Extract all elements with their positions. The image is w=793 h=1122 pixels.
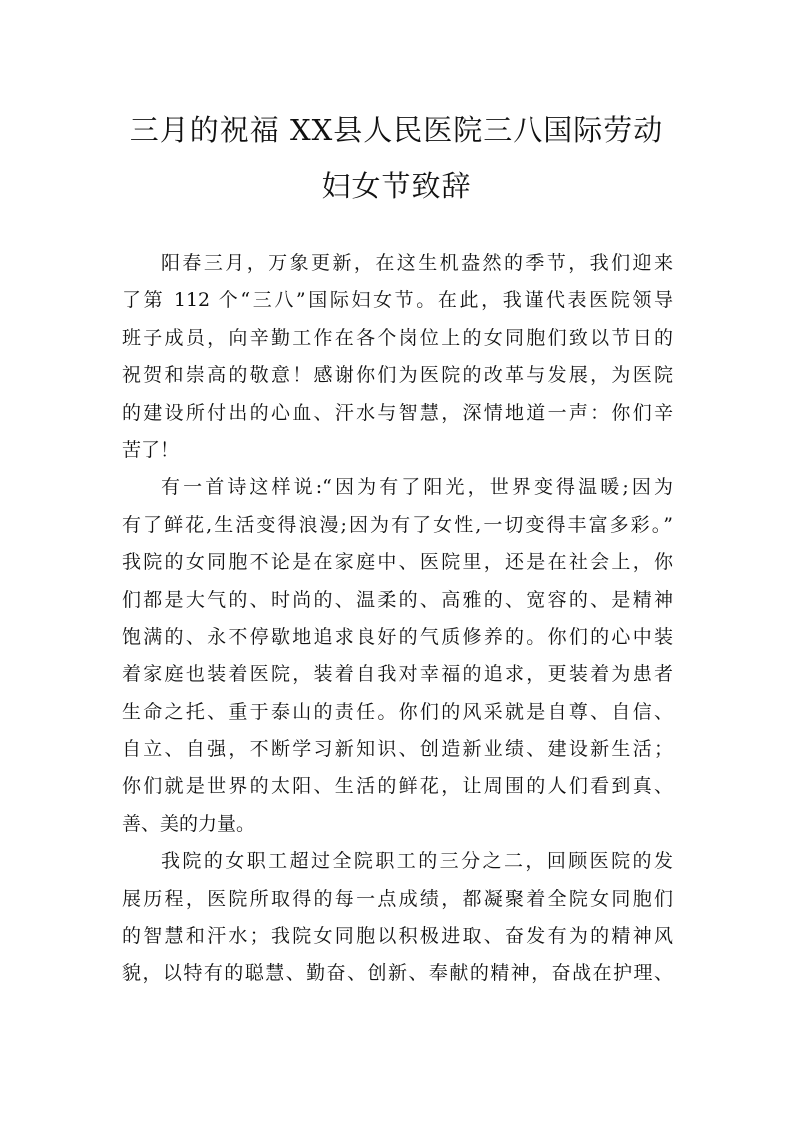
paragraph xyxy=(122,245,673,469)
text-line: 貌，以特有的聪慧、勤奋、创新、奉献的精神，奋战在护理、 xyxy=(122,962,673,985)
text-line: 了第 112 个“三八”国际妇女节。在此，我谨代表医院领导 xyxy=(122,289,673,312)
document-title-line-2: 妇女节致辞 xyxy=(321,169,472,203)
text-line: 着家庭也装着医院，装着自我对幸福的追求，更装着为患者 xyxy=(122,663,673,686)
text-line: 善、美的力量。 xyxy=(122,812,256,835)
document-title-line-1: 三月的祝福 XX县人民医院三八国际劳动 xyxy=(129,113,664,147)
paragraph xyxy=(122,843,673,993)
text-line: 的建设所付出的心血、汗水与智慧，深情地道一声：你们辛 xyxy=(122,401,673,424)
text-line: 有了鲜花,生活变得浪漫;因为有了女性,一切变得丰富多彩。” xyxy=(122,513,673,536)
text-line: 有一首诗这样说:“因为有了阳光，世界变得温暖;因为 xyxy=(161,476,673,499)
document-body xyxy=(122,245,673,993)
text-line: 班子成员，向辛勤工作在各个岗位上的女同胞们致以节日的 xyxy=(122,326,673,349)
text-line: 生命之托、重于泰山的责任。你们的风采就是自尊、自信、 xyxy=(122,700,673,723)
text-line: 们都是大气的、时尚的、温柔的、高雅的、宽容的、是精神 xyxy=(122,588,673,611)
text-line: 的智慧和汗水；我院女同胞以积极进取、奋发有为的精神风 xyxy=(122,925,673,948)
text-line: 我院的女职工超过全院职工的三分之二，回顾医院的发 xyxy=(161,850,673,873)
text-line: 展历程，医院所取得的每一点成绩，都凝聚着全院女同胞们 xyxy=(122,887,673,910)
text-line: 祝贺和崇高的敬意！感谢你们为医院的改革与发展，为医院 xyxy=(122,364,673,387)
text-line: 你们就是世界的太阳、生活的鲜花，让周围的人们看到真、 xyxy=(122,775,673,798)
text-line: 苦了！ xyxy=(122,438,180,461)
text-line: 自立、自强，不断学习新知识、创造新业绩、建设新生活； xyxy=(122,738,673,761)
text-line: 饱满的、永不停歇地追求良好的气质修养的。你们的心中装 xyxy=(122,625,673,648)
text-line: 阳春三月，万象更新，在这生机盎然的季节，我们迎来 xyxy=(161,252,673,274)
paragraph xyxy=(122,469,673,843)
text-line: 我院的女同胞不论是在家庭中、医院里，还是在社会上，你 xyxy=(122,551,673,574)
